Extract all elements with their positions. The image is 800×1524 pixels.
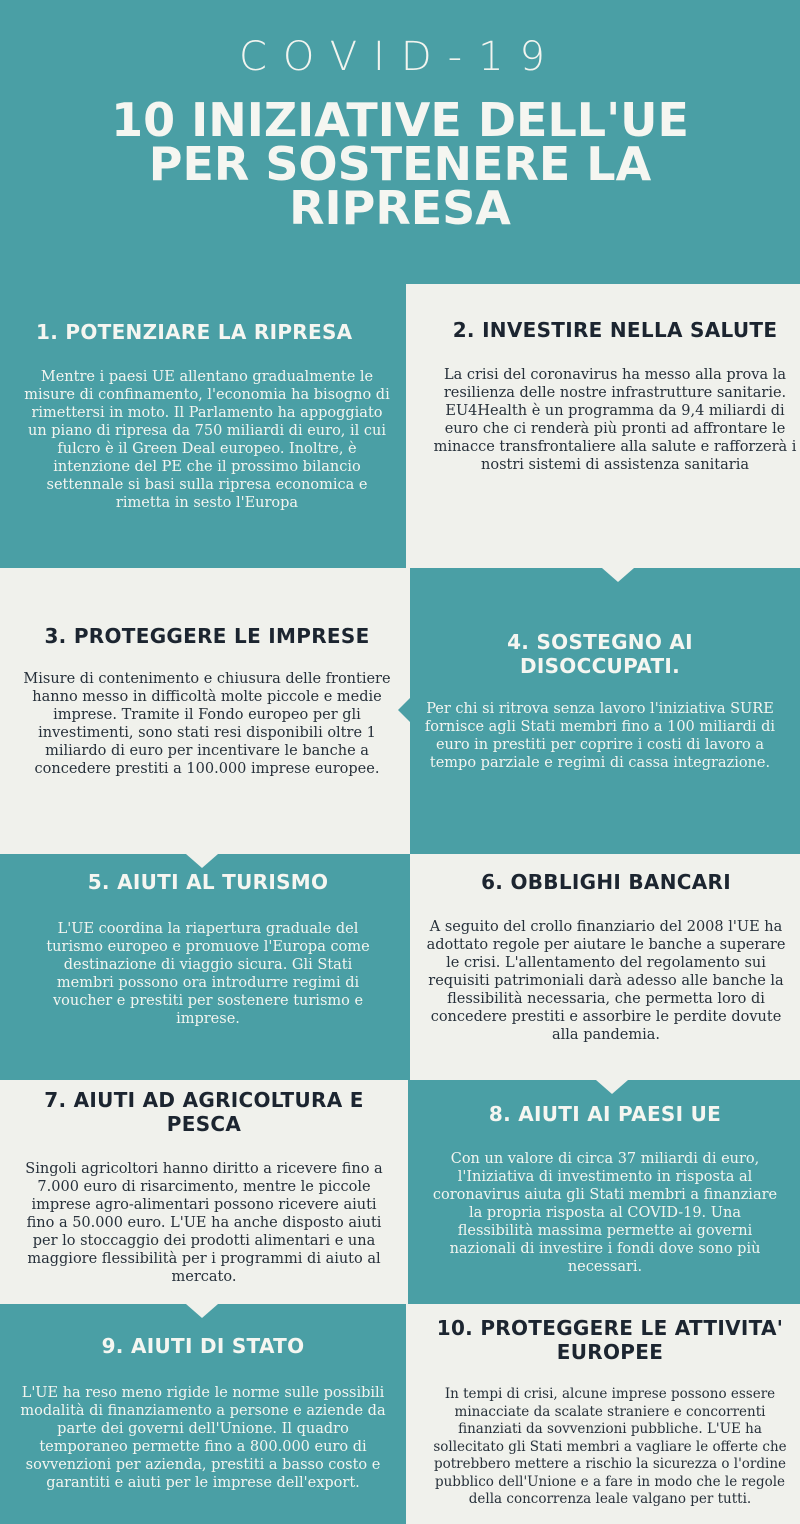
section-6 [410, 854, 800, 1080]
section-9 [0, 1304, 406, 1524]
section-7 [0, 1080, 408, 1304]
section-text: Con un valore di circa 37 miliardi di euro, l'Iniziativa di investimento in risposta al coronavirus aiuta gli Stati membri a finanziare la propria risposta al COVID-19. Una flessibilità massima permette ai governi nazionali di investire i fondi dove sono più necessari. [432, 1151, 778, 1275]
section-title: 6. OBBLIGHI BANCARI [481, 870, 731, 894]
section-text: A seguito del crollo finanziario del 2008 l'UE ha adottato regole per aiutare le banche a superare le crisi. L'allentamento del regolamento sui requisiti patrimoniali darà adesso alle banche la flessibilità necessaria, che permetta loro di concedere prestiti e assorbire le perdite dovute alla pandemia. [426, 919, 786, 1043]
arrow-left-4 [398, 698, 410, 722]
section-text: La crisi del coronavirus ha messo alla prova la resilienza delle nostre infrastrutture sanitarie. EU4Health è un programma da 9,4 miliardi di euro che ci renderà più pronti ad affrontare le minacce transfrontaliere alla salute e rafforzerà i nostri sistemi di assistenza sanitaria [433, 367, 797, 473]
section-title: 4. SOSTEGNO AI DISOCCUPATI. [507, 630, 693, 678]
section-text: L'UE ha reso meno rigide le norme sulle possibili modalità di finanziamento a persone e aziende da parte dei governi dell'Unione. Il quadro temporaneo permette fino a 800.000 euro di sovvenzioni per azienda, prestiti a basso costo e garantiti e aiuti per le imprese dell'export. [20, 1385, 386, 1491]
arrow-down-7 [186, 1304, 218, 1318]
section-title: 5. AIUTI AL TURISMO [87, 870, 329, 894]
section-text: In tempi di crisi, alcune imprese possono essere minacciate da scalate straniere e concorrenti finanziati da sovvenzioni pubbliche. L'UE ha sollecitato gli Stati membri a vagliare le offerte che potrebbero mettere a rischio la sicurezza o l'ordine pubblico dell'Unione e a fare in modo che le regole della concorrenza leale valgano per tutti. [433, 1386, 787, 1507]
section-text: Mentre i paesi UE allentano gradualmente le misure di confinamento, l'economia ha bisogno di rimettersi in moto. Il Parlamento ha appoggiato un piano di ripresa da 750 miliardi di euro, il cui fulcro è il Green Deal europeo. Inoltre, è intenzione del PE che il prossimo bilancio settennale si basi sulla ripresa economica e rimetta in sesto l'Europa [24, 369, 390, 511]
header [0, 0, 800, 284]
section-text: Per chi si ritrova senza lavoro l'iniziativa SURE fornisce agli Stati membri fino a 100 miliardi di euro in prestiti per coprire i costi di lavoro a tempo parziale e regimi di cassa integrazione. [424, 701, 776, 771]
supertitle: COVID-19 [238, 34, 561, 80]
section-title: 10. PROTEGGERE LE ATTIVITA' EUROPEE [436, 1316, 784, 1364]
section-title: 2. INVESTIRE NELLA SALUTE [452, 318, 778, 342]
section-title: 3. PROTEGGERE LE IMPRESE [44, 624, 370, 648]
section-1 [0, 284, 406, 568]
section-3 [0, 568, 410, 854]
section-title: 1. POTENZIARE LA RIPRESA [36, 320, 353, 344]
section-title: 8. AIUTI AI PAESI UE [488, 1102, 722, 1126]
section-text: L'UE coordina la riapertura graduale del turismo europeo e promuove l'Europa come destinazione di viaggio sicura. Gli Stati membri possono ora introdurre regimi di voucher e prestiti per sostenere turismo e imprese. [46, 921, 370, 1027]
section-8 [408, 1080, 800, 1304]
section-title: 7. AIUTI AD AGRICOLTURA E PESCA [44, 1088, 364, 1136]
section-4 [410, 568, 800, 854]
section-text: Misure di contenimento e chiusura delle frontiere hanno messo in difficoltà molte piccole e medie imprese. Tramite il Fondo europeo per gli investimenti, sono stati resi disponibili oltre 1 miliardo di euro per incentivare le banche a concedere prestiti a 100.000 imprese europee. [23, 671, 391, 777]
arrow-down-6 [596, 1080, 628, 1094]
arrow-down-2 [602, 568, 634, 582]
section-10 [406, 1304, 800, 1524]
section-title: 9. AIUTI DI STATO [101, 1334, 305, 1358]
arrow-down-3 [186, 854, 218, 868]
section-5 [0, 854, 410, 1080]
section-text: Singoli agricoltori hanno diritto a ricevere fino a 7.000 euro di risarcimento, mentre le piccole imprese agro-alimentari possono ricevere aiuti fino a 50.000 euro. L'UE ha anche disposto aiuti per lo stoccaggio dei prodotti alimentari e una maggiore flessibilità per i programmi di aiuto al mercato. [25, 1161, 383, 1285]
section-2 [406, 284, 800, 568]
main-title: 10 INIZIATIVE DELL'UE PER SOSTENERE LA RIPRESA [111, 93, 689, 235]
